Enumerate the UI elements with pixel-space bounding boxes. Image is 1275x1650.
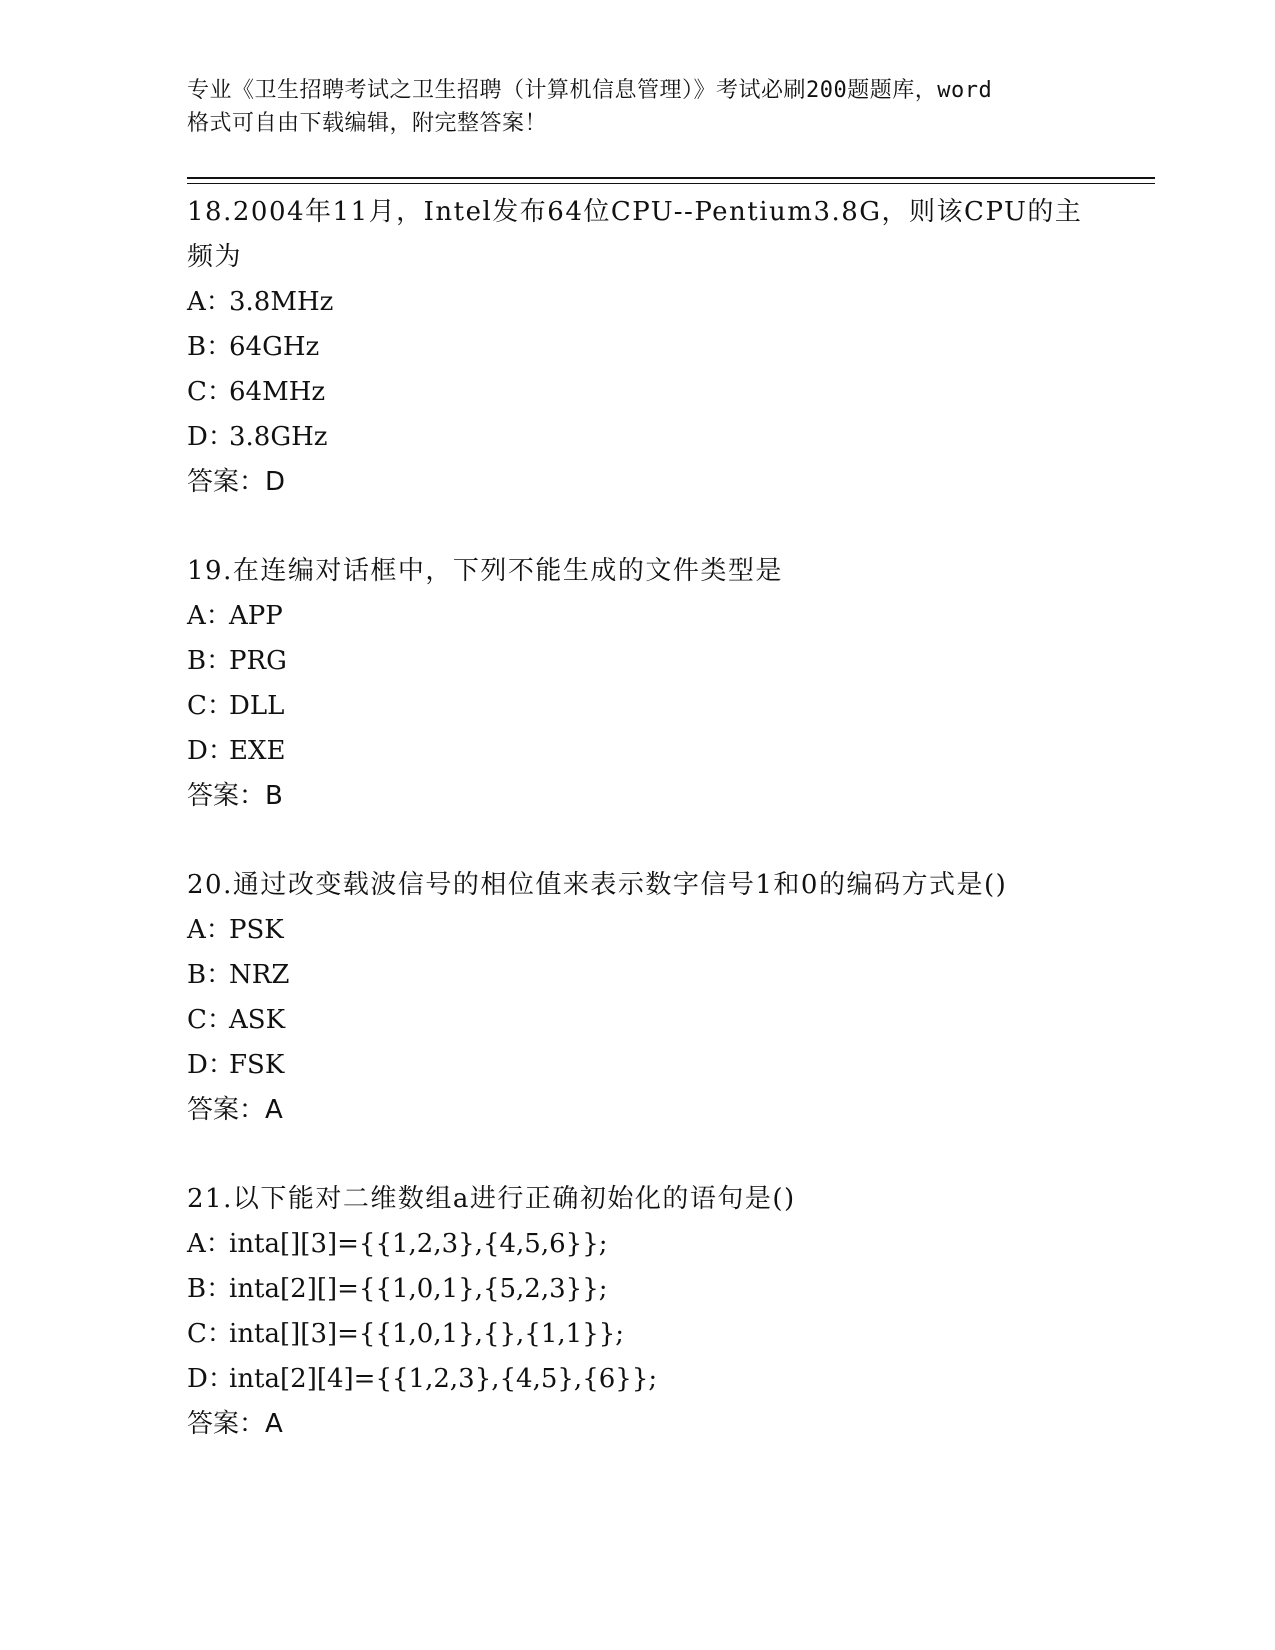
question-19 <box>187 549 1087 819</box>
question-stem <box>187 1177 1087 1222</box>
option-text: inta[2][4]={{1,2,3},{4,5},{6}}; <box>229 1364 658 1394</box>
option-text: inta[][3]={{1,0,1},{},{1,1}}; <box>229 1319 625 1349</box>
option-letter: B： <box>187 332 233 362</box>
question-stem <box>187 549 1087 594</box>
option-letter: D： <box>187 1050 234 1080</box>
option-letter: B： <box>187 960 233 990</box>
option-letter: A： <box>187 287 232 317</box>
option-letter: A： <box>187 601 232 631</box>
option-b <box>187 953 1087 998</box>
option-letter: C： <box>187 1005 233 1035</box>
option-d <box>187 1357 1087 1402</box>
option-letter: D： <box>187 1364 234 1394</box>
option-letter: C： <box>187 691 233 721</box>
option-text: EXE <box>229 736 286 766</box>
option-c <box>187 1312 1087 1357</box>
option-text: 3.8GHz <box>229 422 328 452</box>
question-number: 21. <box>187 1184 233 1214</box>
option-letter: B： <box>187 1274 233 1304</box>
option-a <box>187 280 1087 325</box>
option-text: 64GHz <box>229 332 320 362</box>
option-d <box>187 1043 1087 1088</box>
question-18 <box>187 190 1087 505</box>
question-gap <box>187 819 1087 863</box>
option-text: 64MHz <box>229 377 326 407</box>
option-a <box>187 594 1087 639</box>
option-b <box>187 1267 1087 1312</box>
header-rule-thin <box>187 183 1155 184</box>
question-number: 20. <box>187 870 233 900</box>
option-a <box>187 908 1087 953</box>
option-d <box>187 729 1087 774</box>
option-text: NRZ <box>229 960 290 990</box>
question-number: 19. <box>187 556 233 586</box>
answer-line: 答案：A <box>187 1095 283 1125</box>
option-letter: A： <box>187 915 232 945</box>
option-a <box>187 1222 1087 1267</box>
question-number: 18. <box>187 197 233 227</box>
question-stem <box>187 190 1087 280</box>
option-letter: D： <box>187 422 234 452</box>
question-text: 以下能对二维数组a进行正确初始化的语句是() <box>232 1184 796 1214</box>
option-c <box>187 684 1087 729</box>
option-b <box>187 325 1087 370</box>
option-c <box>187 370 1087 415</box>
question-stem <box>187 863 1087 908</box>
option-letter: D： <box>187 736 234 766</box>
option-text: APP <box>229 601 283 631</box>
option-text: ASK <box>229 1005 286 1035</box>
option-text: inta[][3]={{1,2,3},{4,5,6}}; <box>229 1229 608 1259</box>
option-text: FSK <box>229 1050 285 1080</box>
option-c <box>187 998 1087 1043</box>
option-letter: C： <box>187 377 233 407</box>
option-text: PRG <box>229 646 287 676</box>
option-text: DLL <box>229 691 285 721</box>
question-21 <box>187 1177 1087 1447</box>
option-b <box>187 639 1087 684</box>
option-text: inta[2][]={{1,0,1},{5,2,3}}; <box>229 1274 608 1304</box>
option-letter: B： <box>187 646 233 676</box>
answer-line: 答案：A <box>187 1409 283 1439</box>
question-gap <box>187 505 1087 549</box>
header-line-2: 格式可自由下载编辑，附完整答案！ <box>187 111 548 136</box>
question-text: 在连编对话框中，下列不能生成的文件类型是 <box>232 556 783 586</box>
question-text: 2004年11月，Intel发布64位CPU--Pentium3.8G，则该CPU的主频为 <box>187 197 1083 272</box>
answer-line: 答案：B <box>187 781 283 811</box>
question-list <box>187 190 1087 1447</box>
question-text: 通过改变载波信号的相位值来表示数字信号1和0的编码方式是() <box>232 870 1008 900</box>
document-header <box>187 74 1087 140</box>
answer-line: 答案：D <box>187 467 286 497</box>
option-letter: A： <box>187 1229 232 1259</box>
header-rule-thick <box>187 177 1155 179</box>
option-text: 3.8MHz <box>229 287 334 317</box>
option-letter: C： <box>187 1319 233 1349</box>
question-20 <box>187 863 1087 1133</box>
option-d <box>187 415 1087 460</box>
header-line-1: 专业《卫生招聘考试之卫生招聘（计算机信息管理）》考试必刷200题题库，word <box>187 78 993 103</box>
option-text: PSK <box>229 915 284 945</box>
question-gap <box>187 1133 1087 1177</box>
